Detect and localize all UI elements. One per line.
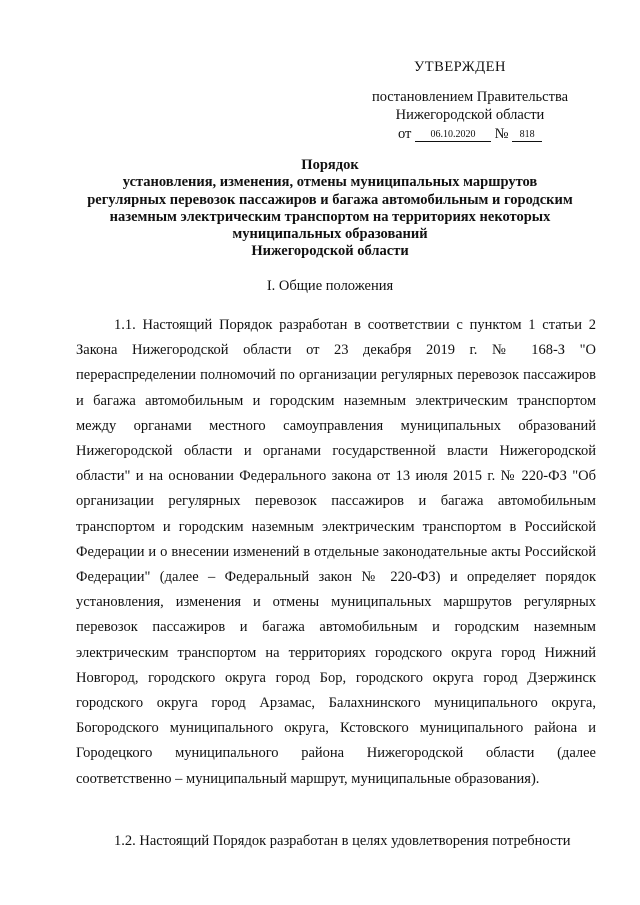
title-line: Порядок [301,157,359,173]
approved-label: УТВЕРЖДЕН [414,59,506,75]
section-heading: I. Общие положения [266,278,394,294]
title-line: Нижегородской области [251,243,409,260]
approval-date-number-line [398,125,618,144]
title-line: муниципальных образований [232,226,428,243]
document-title [60,157,600,261]
approval-number: 818 [512,129,542,142]
approval-region-line: Нижегородской области [395,107,545,123]
from-label: от [398,126,412,142]
title-line: наземным электрическим транспортом на территориях некоторых [109,208,551,225]
paragraph-text: 1.1. Настоящий Порядок разработан в соответствии с пунктом 1 статьи 2 Закона Нижегородской области от 23 декабря 2019 г. № 168-З "О перераспределении полномочий по организации регулярных перевозок пассажиров и багажа автомобильным и городским наземным электрическим транспортом между органами местного самоуправления муниципальных образований Нижегородской области и органами государственной власти Нижегородской области" и на основании Федерального закона от 13 июля 2015 г. № 220-ФЗ "Об организации регулярных перевозок пассажиров и багажа автомобильным транспортом и городским наземным электрическим транспортом в Российской Федерации и о внесении изменений в отдельные законодательные акты Российской Федерации" (далее – Федеральный закон № 220-ФЗ) и определяет порядок установления, изменения и отмены муниципальных маршрутов регулярных перевозок пассажиров и багажа автомобильным и городским наземным электрическим транспортом на территориях городского округа город Нижний Новгород, городского округа город Бор, городского округа город Дзержинск городского округа город Арзамас, Балахнинского муниципального округа, Богородского муниципального округа, Кстовского муниципального района и Городецкого муниципального района Нижегородской области (далее соответственно – муниципальный маршрут, муниципальные образования). [76,317,596,787]
paragraph-text: 1.2. Настоящий Порядок разработан в целях удовлетворения потребности [114,833,571,849]
paragraph-1-1 [76,313,596,792]
paragraph-1-2 [76,829,596,854]
approval-resolution-line: постановлением Правительства [371,89,569,105]
number-label: № [494,126,509,142]
title-line: регулярных перевозок пассажиров и багажа автомобильным и городским [87,191,573,208]
title-line: установления, изменения, отмены муниципальных маршрутов [122,174,538,191]
approval-date: 06.10.2020 [415,129,491,142]
